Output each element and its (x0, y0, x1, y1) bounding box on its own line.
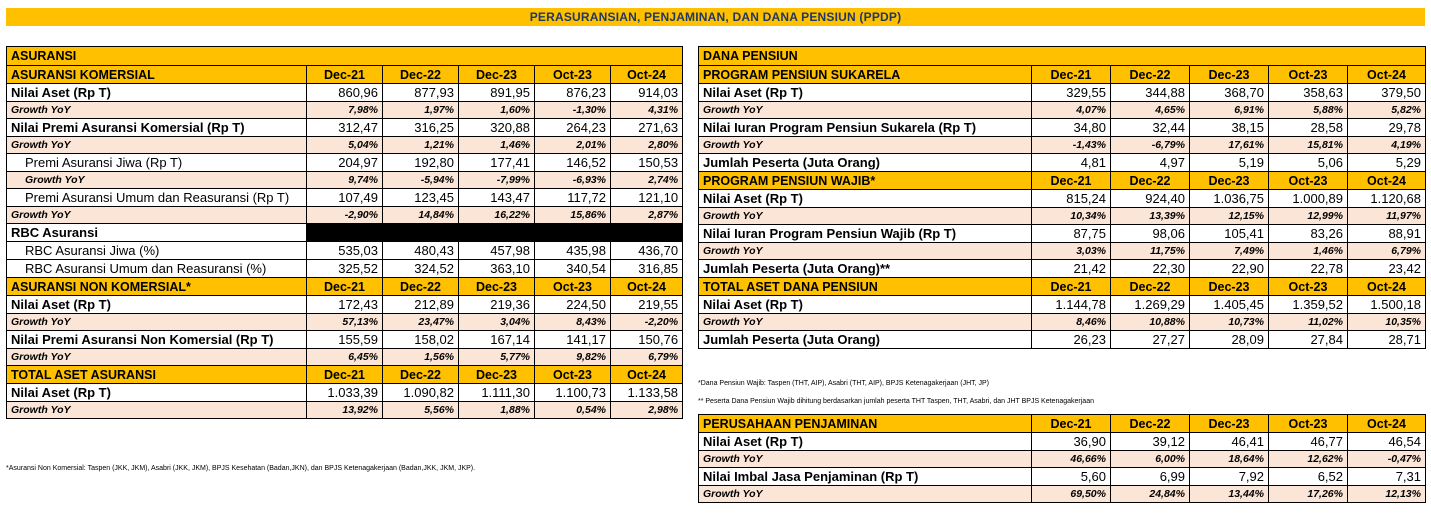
cell-value: 46,66% (1032, 451, 1111, 468)
section-title: PROGRAM PENSIUN SUKARELA (699, 66, 1032, 84)
cell-value: 21,42 (1032, 260, 1111, 278)
cell-value: 1,21% (383, 137, 459, 154)
table-row (7, 260, 683, 278)
column-header: Oct-23 (1269, 278, 1348, 296)
cell-value: -1,43% (1032, 137, 1111, 154)
cell-value: 22,30 (1111, 260, 1190, 278)
cell-value: 6,79% (1348, 243, 1426, 260)
column-header: Dec-21 (307, 66, 383, 84)
column-header: Oct-23 (1269, 172, 1348, 190)
section-header-total-dana-pensiun (699, 278, 1426, 296)
cell-value: 26,23 (1032, 331, 1111, 349)
cell-value: -5,94% (383, 172, 459, 189)
row-label: Growth YoY (699, 451, 1032, 468)
dana-pensiun-footnote-2: ** Peserta Dana Pensiun Wajib dihitung berdasarkan jumlah peserta THT Taspen, THT, Asabri, dan JHT BPJS Ketenagakerjaan (698, 398, 1094, 405)
cell-value: 46,77 (1269, 433, 1348, 451)
section-banner (6, 8, 1425, 26)
cell-value: 6,91% (1190, 102, 1269, 119)
growth-row (7, 102, 683, 119)
row-label: Growth YoY (7, 137, 307, 154)
column-header: Dec-21 (1032, 415, 1111, 433)
table-row (7, 189, 683, 207)
cell-value: 5,29 (1348, 154, 1426, 172)
cell-value: 13,44% (1190, 486, 1269, 503)
row-label: Growth YoY (699, 243, 1032, 260)
cell-value: 1,46% (459, 137, 535, 154)
cell-value: 146,52 (535, 154, 611, 172)
column-header: Dec-22 (1111, 66, 1190, 84)
row-label: Premi Asuransi Jiwa (Rp T) (7, 154, 307, 172)
cell-value: 204,97 (307, 154, 383, 172)
cell-value: 14,84% (383, 207, 459, 224)
column-header: Oct-24 (611, 278, 683, 296)
row-label: RBC Asuransi Umum dan Reasuransi (%) (7, 260, 307, 278)
table-row (699, 468, 1426, 486)
row-label: Jumlah Peserta (Juta Orang) (699, 154, 1032, 172)
cell-value: 224,50 (535, 296, 611, 314)
table-row (699, 84, 1426, 102)
row-label: Nilai Imbal Jasa Penjaminan (Rp T) (699, 468, 1032, 486)
cell-value: 13,39% (1111, 208, 1190, 225)
cell-value: 324,52 (383, 260, 459, 278)
cell-value: -6,79% (1111, 137, 1190, 154)
section-header-wajib (699, 172, 1426, 190)
cell-value: 27,27 (1111, 331, 1190, 349)
cell-value: -1,30% (535, 102, 611, 119)
cell-value: 344,88 (1111, 84, 1190, 102)
cell-value: 6,52 (1269, 468, 1348, 486)
cell-value: 340,54 (535, 260, 611, 278)
cell-value: 83,26 (1269, 225, 1348, 243)
row-label: Growth YoY (699, 137, 1032, 154)
section-header-non-komersial (7, 278, 683, 296)
cell-value: 22,78 (1269, 260, 1348, 278)
cell-value: 141,17 (535, 331, 611, 349)
column-header: Dec-23 (1190, 415, 1269, 433)
row-label: Nilai Iuran Program Pensiun Wajib (Rp T) (699, 225, 1032, 243)
cell-value: 320,88 (459, 119, 535, 137)
cell-value: 1.000,89 (1269, 190, 1348, 208)
row-label: Nilai Aset (Rp T) (699, 190, 1032, 208)
row-label: Nilai Aset (Rp T) (699, 433, 1032, 451)
column-header: Dec-23 (1190, 278, 1269, 296)
row-label: Growth YoY (7, 102, 307, 119)
cell-value: 4,19% (1348, 137, 1426, 154)
cell-value: 924,40 (1111, 190, 1190, 208)
cell-value: 1.090,82 (383, 384, 459, 402)
cell-value: 1.111,30 (459, 384, 535, 402)
growth-row (699, 243, 1426, 260)
cell-value: 17,26% (1269, 486, 1348, 503)
growth-row (699, 486, 1426, 503)
table-row (7, 154, 683, 172)
asuransi-title-row (7, 47, 683, 66)
cell-value: 1,60% (459, 102, 535, 119)
column-header: Dec-21 (307, 366, 383, 384)
table-row (7, 242, 683, 260)
section-title: PERUSAHAAN PENJAMINAN (699, 415, 1032, 433)
cell-value: 105,41 (1190, 225, 1269, 243)
row-label: Nilai Aset (Rp T) (7, 384, 307, 402)
table-row (699, 331, 1426, 349)
cell-value: 2,87% (611, 207, 683, 224)
growth-row (699, 208, 1426, 225)
cell-value: 5,60 (1032, 468, 1111, 486)
cell-value: 12,62% (1269, 451, 1348, 468)
cell-value: 8,43% (535, 314, 611, 331)
cell-value: 212,89 (383, 296, 459, 314)
cell-value: 29,78 (1348, 119, 1426, 137)
cell-value: 876,23 (535, 84, 611, 102)
dana-pensiun-title-row (699, 47, 1426, 66)
column-header: Oct-24 (1348, 278, 1426, 296)
cell-value: 10,34% (1032, 208, 1111, 225)
asuransi-table (6, 46, 683, 419)
column-header: Dec-22 (383, 66, 459, 84)
cell-value: 7,98% (307, 102, 383, 119)
cell-value: 316,25 (383, 119, 459, 137)
cell-value: 16,22% (459, 207, 535, 224)
cell-value: 2,80% (611, 137, 683, 154)
cell-value: 17,61% (1190, 137, 1269, 154)
row-label: Growth YoY (7, 349, 307, 366)
growth-row (7, 349, 683, 366)
cell-value: 436,70 (611, 242, 683, 260)
cell-value: 4,07% (1032, 102, 1111, 119)
cell-value: -0,47% (1348, 451, 1426, 468)
cell-value: 32,44 (1111, 119, 1190, 137)
cell-value: 7,92 (1190, 468, 1269, 486)
cell-value: 12,15% (1190, 208, 1269, 225)
cell-value: 12,99% (1269, 208, 1348, 225)
growth-row (699, 137, 1426, 154)
row-label: Growth YoY (699, 208, 1032, 225)
cell-value: 877,93 (383, 84, 459, 102)
table-row (699, 433, 1426, 451)
section-title: RBC Asuransi (7, 224, 307, 242)
cell-value: 177,41 (459, 154, 535, 172)
cell-value: 5,19 (1190, 154, 1269, 172)
cell-value: 1,56% (383, 349, 459, 366)
cell-value: 6,99 (1111, 468, 1190, 486)
table-row (7, 384, 683, 402)
cell-value: 23,42 (1348, 260, 1426, 278)
section-title: TOTAL ASET DANA PENSIUN (699, 278, 1032, 296)
cell-value: 219,36 (459, 296, 535, 314)
table-row (7, 119, 683, 137)
section-title: ASURANSI NON KOMERSIAL* (7, 278, 307, 296)
cell-value: -2,20% (611, 314, 683, 331)
column-header: Oct-23 (535, 366, 611, 384)
cell-value: 9,82% (535, 349, 611, 366)
column-header: Oct-24 (1348, 415, 1426, 433)
redacted-block (307, 224, 683, 242)
row-label: Nilai Premi Asuransi Non Komersial (Rp T) (7, 331, 307, 349)
table-row (699, 225, 1426, 243)
cell-value: 5,77% (459, 349, 535, 366)
table-row (699, 154, 1426, 172)
column-header: Oct-23 (1269, 415, 1348, 433)
column-header: Dec-21 (307, 278, 383, 296)
section-title: PROGRAM PENSIUN WAJIB* (699, 172, 1032, 190)
cell-value: 6,00% (1111, 451, 1190, 468)
dana-pensiun-table (698, 46, 1426, 349)
growth-row (699, 451, 1426, 468)
column-header: Oct-23 (535, 66, 611, 84)
row-label: RBC Asuransi Jiwa (%) (7, 242, 307, 260)
column-header: Dec-23 (459, 366, 535, 384)
cell-value: 1,88% (459, 402, 535, 419)
cell-value: 117,72 (535, 189, 611, 207)
column-header: Dec-23 (1190, 172, 1269, 190)
cell-value: 7,49% (1190, 243, 1269, 260)
growth-row (7, 314, 683, 331)
cell-value: 1.405,45 (1190, 296, 1269, 314)
cell-value: 107,49 (307, 189, 383, 207)
dana-pensiun-footnote-1: *Dana Pensiun Wajib: Taspen (THT, AIP), Asabri (THT, AIP), BPJS Ketenagakerjaan (JHT, JP) (698, 380, 990, 387)
row-label: Nilai Premi Asuransi Komersial (Rp T) (7, 119, 307, 137)
cell-value: 2,98% (611, 402, 683, 419)
row-label: Growth YoY (699, 486, 1032, 503)
banner-title: PERASURANSIAN, PENJAMINAN, DAN DANA PENSIUN (PPDP) (529, 10, 902, 24)
section-header-penjaminan (699, 415, 1426, 433)
rbc-header-row (7, 224, 683, 242)
cell-value: 10,73% (1190, 314, 1269, 331)
penjaminan-table (698, 414, 1426, 503)
cell-value: 6,79% (611, 349, 683, 366)
section-title: ASURANSI KOMERSIAL (7, 66, 307, 84)
growth-row (699, 314, 1426, 331)
cell-value: -7,99% (459, 172, 535, 189)
cell-value: 98,06 (1111, 225, 1190, 243)
section-header-sukarela (699, 66, 1426, 84)
cell-value: 4,81 (1032, 154, 1111, 172)
cell-value: 1.500,18 (1348, 296, 1426, 314)
column-header: Dec-22 (1111, 278, 1190, 296)
column-header: Oct-23 (535, 278, 611, 296)
cell-value: 5,04% (307, 137, 383, 154)
cell-value: 5,06 (1269, 154, 1348, 172)
cell-value: 329,55 (1032, 84, 1111, 102)
cell-value: 12,13% (1348, 486, 1426, 503)
cell-value: 121,10 (611, 189, 683, 207)
table-row (699, 119, 1426, 137)
row-label: Growth YoY (7, 172, 307, 189)
row-label: Growth YoY (7, 207, 307, 224)
row-label: Growth YoY (7, 314, 307, 331)
cell-value: 4,97 (1111, 154, 1190, 172)
cell-value: 13,92% (307, 402, 383, 419)
cell-value: 155,59 (307, 331, 383, 349)
cell-value: 87,75 (1032, 225, 1111, 243)
table-row (699, 296, 1426, 314)
section-header-komersial (7, 66, 683, 84)
cell-value: 158,02 (383, 331, 459, 349)
cell-value: 1.033,39 (307, 384, 383, 402)
cell-value: 363,10 (459, 260, 535, 278)
cell-value: 5,88% (1269, 102, 1348, 119)
column-header: Oct-24 (611, 366, 683, 384)
cell-value: 150,76 (611, 331, 683, 349)
cell-value: 15,86% (535, 207, 611, 224)
cell-value: 18,64% (1190, 451, 1269, 468)
cell-value: 1.120,68 (1348, 190, 1426, 208)
cell-value: 1,46% (1269, 243, 1348, 260)
growth-row (7, 207, 683, 224)
cell-value: 1.036,75 (1190, 190, 1269, 208)
cell-value: -2,90% (307, 207, 383, 224)
cell-value: 46,54 (1348, 433, 1426, 451)
cell-value: 22,90 (1190, 260, 1269, 278)
row-label: Jumlah Peserta (Juta Orang)** (699, 260, 1032, 278)
cell-value: 2,74% (611, 172, 683, 189)
cell-value: 219,55 (611, 296, 683, 314)
cell-value: 358,63 (1269, 84, 1348, 102)
table-row (699, 190, 1426, 208)
cell-value: 316,85 (611, 260, 683, 278)
cell-value: 28,09 (1190, 331, 1269, 349)
row-label: Nilai Aset (Rp T) (7, 296, 307, 314)
growth-row (7, 172, 683, 189)
cell-value: 123,45 (383, 189, 459, 207)
column-header: Oct-24 (1348, 66, 1426, 84)
cell-value: 1,97% (383, 102, 459, 119)
section-header-total-asuransi (7, 366, 683, 384)
cell-value: 435,98 (535, 242, 611, 260)
cell-value: 368,70 (1190, 84, 1269, 102)
row-label: Premi Asuransi Umum dan Reasuransi (Rp T) (7, 189, 307, 207)
column-header: Dec-23 (459, 66, 535, 84)
cell-value: 172,43 (307, 296, 383, 314)
cell-value: 4,31% (611, 102, 683, 119)
cell-value: 325,52 (307, 260, 383, 278)
cell-value: 1.269,29 (1111, 296, 1190, 314)
cell-value: 8,46% (1032, 314, 1111, 331)
cell-value: 1.100,73 (535, 384, 611, 402)
table-row (699, 260, 1426, 278)
cell-value: 11,75% (1111, 243, 1190, 260)
cell-value: 57,13% (307, 314, 383, 331)
cell-value: 5,56% (383, 402, 459, 419)
growth-row (7, 137, 683, 154)
cell-value: 9,74% (307, 172, 383, 189)
column-header: Dec-23 (1190, 66, 1269, 84)
cell-value: 88,91 (1348, 225, 1426, 243)
cell-value: 271,63 (611, 119, 683, 137)
cell-value: 535,03 (307, 242, 383, 260)
asuransi-title: ASURANSI (7, 47, 683, 66)
column-header: Dec-23 (459, 278, 535, 296)
cell-value: 39,12 (1111, 433, 1190, 451)
cell-value: 38,15 (1190, 119, 1269, 137)
cell-value: 891,95 (459, 84, 535, 102)
cell-value: 69,50% (1032, 486, 1111, 503)
cell-value: 24,84% (1111, 486, 1190, 503)
row-label: Nilai Aset (Rp T) (7, 84, 307, 102)
column-header: Oct-23 (1269, 66, 1348, 84)
cell-value: 15,81% (1269, 137, 1348, 154)
section-title: TOTAL ASET ASURANSI (7, 366, 307, 384)
cell-value: 0,54% (535, 402, 611, 419)
row-label: Nilai Iuran Program Pensiun Sukarela (Rp T) (699, 119, 1032, 137)
cell-value: 6,45% (307, 349, 383, 366)
cell-value: 4,65% (1111, 102, 1190, 119)
growth-row (699, 102, 1426, 119)
cell-value: 3,04% (459, 314, 535, 331)
cell-value: 11,97% (1348, 208, 1426, 225)
cell-value: 150,53 (611, 154, 683, 172)
cell-value: 480,43 (383, 242, 459, 260)
cell-value: 192,80 (383, 154, 459, 172)
cell-value: 1.359,52 (1269, 296, 1348, 314)
asuransi-footnote: *Asuransi Non Komersial: Taspen (JKK, JKM), Asabri (JKK, JKM), BPJS Kesehatan (Badan,JKN), dan BPJS Ketenagakerjaan (Badan,JKK, JKM, JKP). (6, 465, 476, 472)
dana-pensiun-title: DANA PENSIUN (699, 47, 1426, 66)
cell-value: 167,14 (459, 331, 535, 349)
cell-value: 36,90 (1032, 433, 1111, 451)
cell-value: 7,31 (1348, 468, 1426, 486)
cropped-title-strip (0, 0, 1431, 5)
cell-value: 3,03% (1032, 243, 1111, 260)
cell-value: 1.133,58 (611, 384, 683, 402)
row-label: Growth YoY (699, 102, 1032, 119)
cell-value: 914,03 (611, 84, 683, 102)
cell-value: 10,88% (1111, 314, 1190, 331)
column-header: Oct-24 (611, 66, 683, 84)
cell-value: 10,35% (1348, 314, 1426, 331)
row-label: Nilai Aset (Rp T) (699, 296, 1032, 314)
row-label: Growth YoY (699, 314, 1032, 331)
table-row (7, 296, 683, 314)
cell-value: 143,47 (459, 189, 535, 207)
cell-value: 23,47% (383, 314, 459, 331)
cell-value: 312,47 (307, 119, 383, 137)
row-label: Jumlah Peserta (Juta Orang) (699, 331, 1032, 349)
cell-value: 27,84 (1269, 331, 1348, 349)
cell-value: 28,71 (1348, 331, 1426, 349)
column-header: Dec-22 (1111, 415, 1190, 433)
growth-row (7, 402, 683, 419)
cell-value: 379,50 (1348, 84, 1426, 102)
cell-value: 11,02% (1269, 314, 1348, 331)
column-header: Dec-21 (1032, 278, 1111, 296)
column-header: Dec-22 (1111, 172, 1190, 190)
column-header: Dec-22 (383, 278, 459, 296)
table-row (7, 331, 683, 349)
cell-value: 860,96 (307, 84, 383, 102)
column-header: Dec-22 (383, 366, 459, 384)
cell-value: 2,01% (535, 137, 611, 154)
column-header: Oct-24 (1348, 172, 1426, 190)
row-label: Nilai Aset (Rp T) (699, 84, 1032, 102)
table-row (7, 84, 683, 102)
column-header: Dec-21 (1032, 172, 1111, 190)
cell-value: 815,24 (1032, 190, 1111, 208)
cell-value: 457,98 (459, 242, 535, 260)
cell-value: -6,93% (535, 172, 611, 189)
cell-value: 46,41 (1190, 433, 1269, 451)
row-label: Growth YoY (7, 402, 307, 419)
cell-value: 5,82% (1348, 102, 1426, 119)
cell-value: 34,80 (1032, 119, 1111, 137)
cell-value: 1.144,78 (1032, 296, 1111, 314)
cell-value: 264,23 (535, 119, 611, 137)
cell-value: 28,58 (1269, 119, 1348, 137)
column-header: Dec-21 (1032, 66, 1111, 84)
